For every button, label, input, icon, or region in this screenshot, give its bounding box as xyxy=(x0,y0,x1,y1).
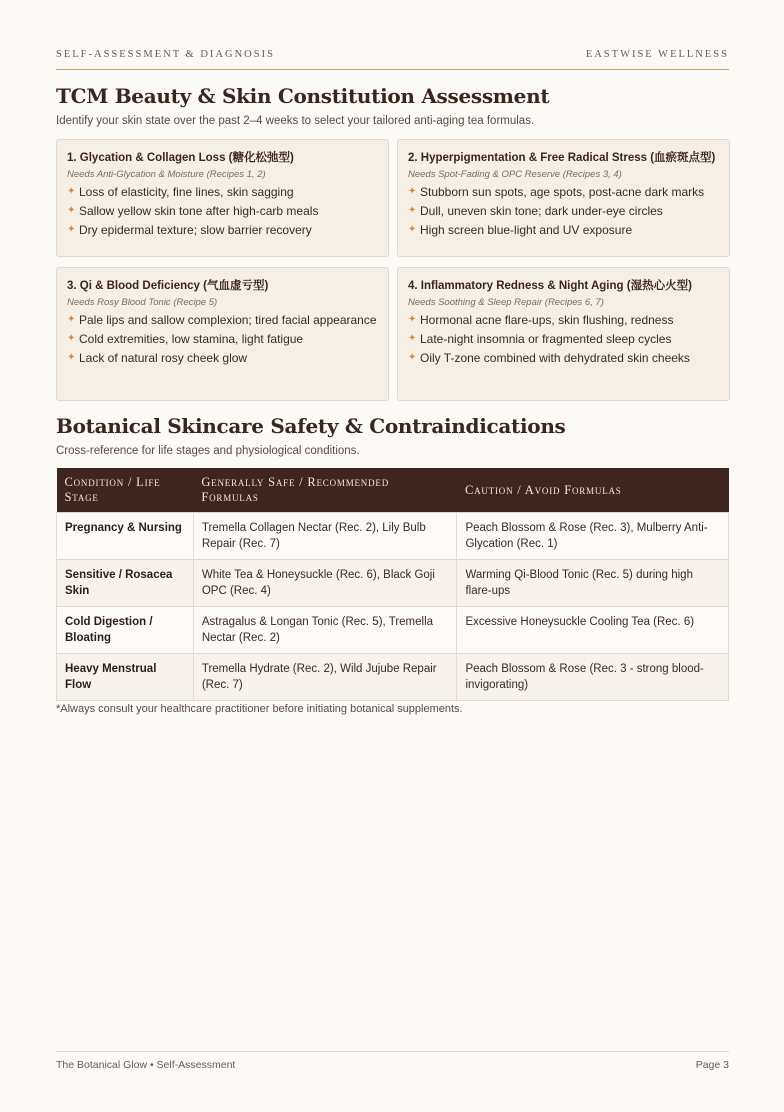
condition-cell: Sensitive / Rosacea Skin xyxy=(57,560,194,607)
safe-cell: Tremella Collagen Nectar (Rec. 2), Lily Bulb Repair (Rec. 7) xyxy=(193,513,457,560)
safe-cell: Astragalus & Longan Tonic (Rec. 5), Tremella Nectar (Rec. 2) xyxy=(193,607,457,654)
caution-cell: Peach Blossom & Rose (Rec. 3 - strong blood-invigorating) xyxy=(457,654,729,701)
card-title: 3. Qi & Blood Deficiency (气血虚亏型) xyxy=(67,280,269,292)
constitution-card xyxy=(397,139,730,257)
card-title: 2. Hyperpigmentation & Free Radical Stress (血瘀斑点型) xyxy=(408,152,716,164)
running-header-right: EASTWISE WELLNESS xyxy=(585,49,729,60)
star-bullet-icon: ✦ xyxy=(67,205,76,216)
symptom-list xyxy=(67,184,378,238)
star-bullet-icon: ✦ xyxy=(67,314,76,325)
safe-cell: Tremella Hydrate (Rec. 2), Wild Jujube Repair (Rec. 7) xyxy=(193,654,457,701)
symptom-item: ✦ Dull, uneven skin tone; dark under-eye circles xyxy=(408,204,663,218)
safe-cell: White Tea & Honeysuckle (Rec. 6), Black Goji OPC (Rec. 4) xyxy=(193,560,457,607)
caution-cell: Excessive Honeysuckle Cooling Tea (Rec. 6) xyxy=(457,607,729,654)
table-row xyxy=(57,654,729,701)
condition-cell: Cold Digestion / Bloating xyxy=(57,607,194,654)
condition-cell: Heavy Menstrual Flow xyxy=(57,654,194,701)
running-header-left: SELF-ASSESSMENT & DIAGNOSIS xyxy=(56,49,275,60)
symptom-item: ✦ Sallow yellow skin tone after high-carb meals xyxy=(67,204,319,218)
symptom-item: ✦ Stubborn sun spots, age spots, post-acne dark marks xyxy=(408,185,705,199)
contraindications-table xyxy=(56,468,729,701)
page-footer xyxy=(56,1051,729,1071)
constitution-card xyxy=(56,139,389,257)
running-header xyxy=(56,47,729,70)
star-bullet-icon: ✦ xyxy=(408,333,417,344)
table-row xyxy=(57,513,729,560)
symptom-list xyxy=(408,184,719,238)
symptom-list xyxy=(408,312,719,366)
page-number: Page 3 xyxy=(695,1059,729,1071)
safety-subtitle: Cross-reference for life stages and physiological conditions. xyxy=(56,445,360,457)
table-row xyxy=(57,560,729,607)
condition-cell: Pregnancy & Nursing xyxy=(57,513,194,560)
column-header-condition: Condition / Life Stage xyxy=(57,468,194,513)
constitution-card xyxy=(56,267,389,401)
card-note: Needs Soothing & Sleep Repair (Recipes 6, 7) xyxy=(408,297,604,308)
card-note: Needs Rosy Blood Tonic (Recipe 5) xyxy=(67,297,218,308)
caution-cell: Peach Blossom & Rose (Rec. 3), Mulberry Anti-Glycation (Rec. 1) xyxy=(457,513,729,560)
star-bullet-icon: ✦ xyxy=(67,352,76,363)
assessment-title: TCM Beauty & Skin Constitution Assessment xyxy=(56,84,550,108)
symptom-item: ✦ Loss of elasticity, fine lines, skin sagging xyxy=(67,185,294,199)
safety-title: Botanical Skincare Safety & Contraindications xyxy=(56,414,566,438)
table-row xyxy=(57,607,729,654)
table-header-row xyxy=(57,468,729,513)
footnote: *Always consult your healthcare practitioner before initiating botanical supplements. xyxy=(56,703,463,715)
star-bullet-icon: ✦ xyxy=(67,186,76,197)
symptom-item: ✦ Dry epidermal texture; slow barrier recovery xyxy=(67,223,312,237)
star-bullet-icon: ✦ xyxy=(408,205,417,216)
star-bullet-icon: ✦ xyxy=(408,352,417,363)
page xyxy=(56,0,729,1112)
symptom-item: ✦ Pale lips and sallow complexion; tired facial appearance xyxy=(67,313,377,327)
star-bullet-icon: ✦ xyxy=(408,186,417,197)
symptom-item: ✦ Cold extremities, low stamina, light fatigue xyxy=(67,332,304,346)
star-bullet-icon: ✦ xyxy=(67,333,76,344)
symptom-list xyxy=(67,312,378,366)
caution-cell: Warming Qi-Blood Tonic (Rec. 5) during high flare-ups xyxy=(457,560,729,607)
symptom-item: ✦ Hormonal acne flare-ups, skin flushing, redness xyxy=(408,313,674,327)
symptom-item: ✦ Late-night insomnia or fragmented sleep cycles xyxy=(408,332,672,346)
star-bullet-icon: ✦ xyxy=(67,224,76,235)
card-title: 4. Inflammatory Redness & Night Aging (湿热心火型) xyxy=(408,280,692,292)
symptom-item: ✦ Lack of natural rosy cheek glow xyxy=(67,351,248,365)
column-header-safe: Generally Safe / Recommended Formulas xyxy=(193,468,457,513)
column-header-caution: Caution / Avoid Formulas xyxy=(457,468,729,513)
card-title: 1. Glycation & Collagen Loss (糖化松弛型) xyxy=(67,152,294,164)
footer-left: The Botanical Glow • Self-Assessment xyxy=(56,1059,236,1071)
constitution-card xyxy=(397,267,730,401)
symptom-item: ✦ High screen blue-light and UV exposure xyxy=(408,223,633,237)
assessment-subtitle: Identify your skin state over the past 2–4 weeks to select your tailored anti-aging tea formulas. xyxy=(56,115,535,127)
card-note: Needs Spot-Fading & OPC Reserve (Recipes 3, 4) xyxy=(408,169,622,180)
symptom-item: ✦ Oily T-zone combined with dehydrated skin cheeks xyxy=(408,351,690,365)
star-bullet-icon: ✦ xyxy=(408,314,417,325)
card-note: Needs Anti-Glycation & Moisture (Recipes 1, 2) xyxy=(67,169,266,180)
star-bullet-icon: ✦ xyxy=(408,224,417,235)
